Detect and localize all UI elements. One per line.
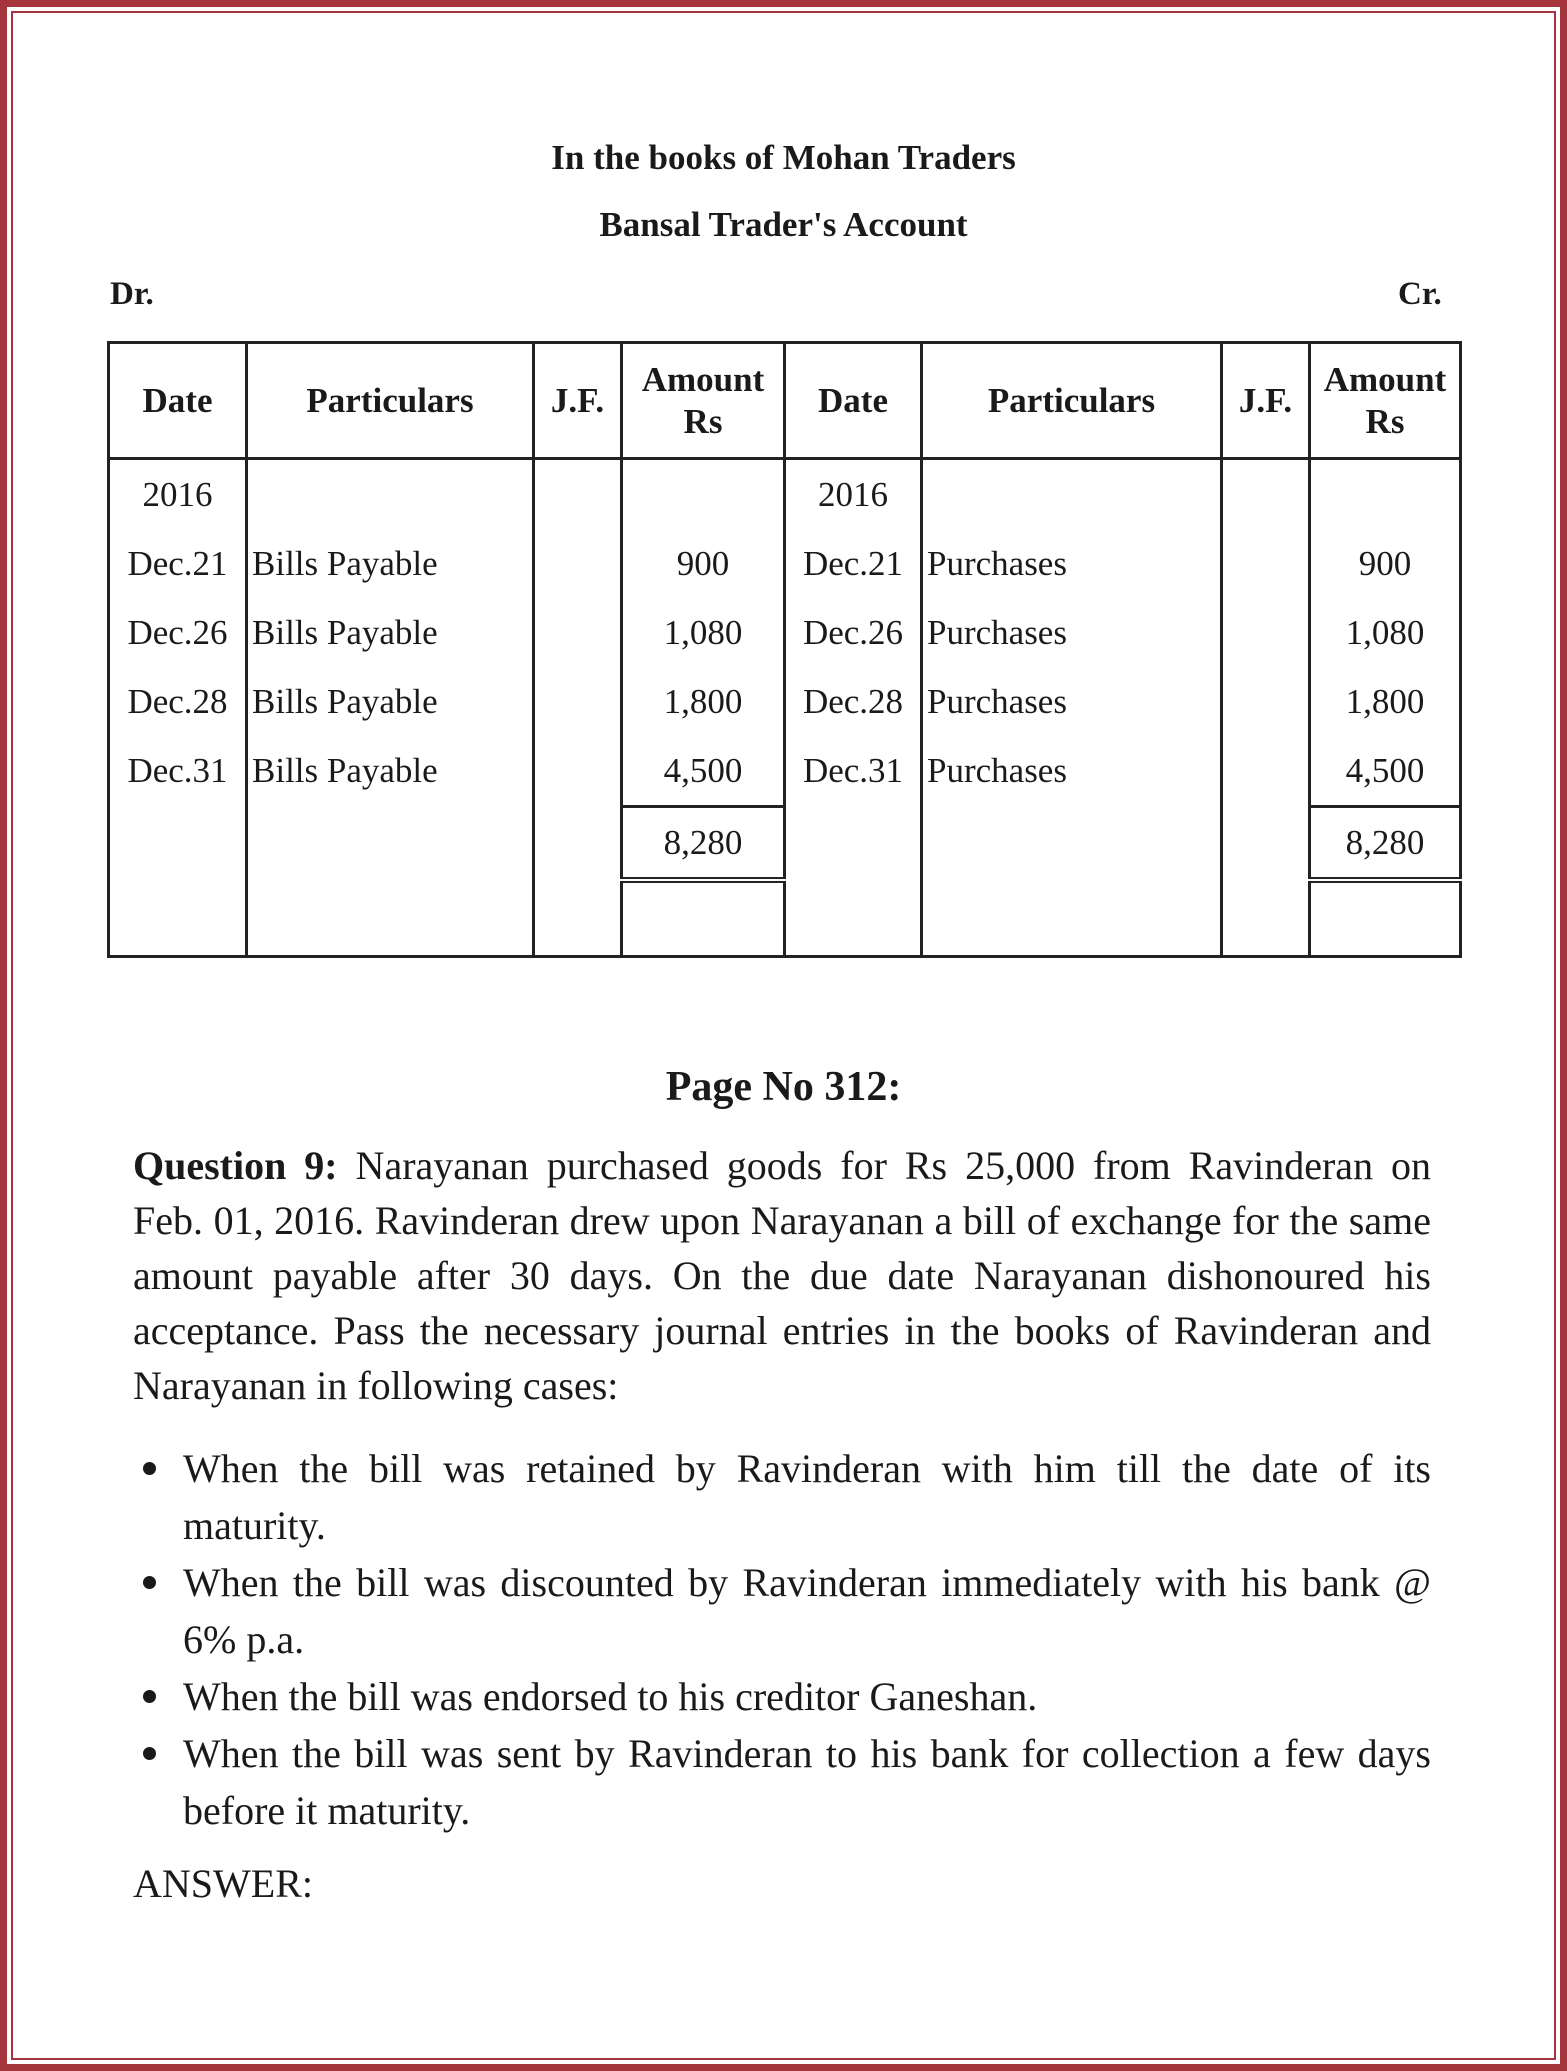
- dr-amount: 1,800: [622, 667, 785, 736]
- dr-amount-header-line1: Amount: [641, 359, 765, 399]
- bullet-icon: [143, 1690, 156, 1703]
- table-row: [109, 529, 1461, 598]
- cr-amount: 4,500: [1310, 736, 1461, 807]
- cr-amount: 1,800: [1310, 667, 1461, 736]
- table-row: [109, 598, 1461, 667]
- dr-jf-header: J.F.: [534, 343, 622, 459]
- total-row: [109, 807, 1461, 881]
- book-title: In the books of Mohan Traders: [551, 138, 1016, 177]
- question-text: [133, 1138, 1431, 1413]
- case-text: When the bill was retained by Ravinderan with him till the date of its maturity.: [183, 1446, 1431, 1548]
- list-item: [133, 1554, 1431, 1668]
- table-row: [109, 736, 1461, 807]
- cr-year: 2016: [785, 459, 922, 530]
- debit-label: Dr.: [110, 276, 154, 312]
- cr-jf-header: J.F.: [1222, 343, 1310, 459]
- ledger-header-row: [109, 343, 1461, 459]
- list-item: [133, 1668, 1431, 1725]
- question-body: Narayanan purchased goods for Rs 25,000 from Ravinderan on Feb. 01, 2016. Ravinderan drew upon Narayanan a bill of exchange for the same amount payable after 30 days. On the due date Narayanan dishonoured his acceptance. Pass the necessary journal entries in the books of Ravinderan and Narayanan in following cases:: [133, 1143, 1432, 1408]
- cr-particulars: Purchases: [922, 667, 1222, 736]
- cr-date: Dec.28: [785, 667, 922, 736]
- cr-total: 8,280: [1310, 807, 1461, 881]
- dr-date: Dec.26: [109, 598, 247, 667]
- dr-particulars: Bills Payable: [247, 598, 534, 667]
- cr-date: Dec.31: [785, 736, 922, 807]
- cr-date: Dec.21: [785, 529, 922, 598]
- bullet-icon: [143, 1462, 156, 1475]
- cr-jf: [1222, 736, 1310, 807]
- dr-jf: [534, 598, 622, 667]
- question-label: Question 9:: [133, 1143, 338, 1188]
- cr-particulars: Purchases: [922, 529, 1222, 598]
- cr-jf: [1222, 529, 1310, 598]
- dr-date: Dec.21: [109, 529, 247, 598]
- cr-amount-header-line1: Amount: [1323, 359, 1447, 399]
- account-title: Bansal Trader's Account: [599, 205, 968, 244]
- cr-jf: [1222, 667, 1310, 736]
- cr-particulars: Purchases: [922, 736, 1222, 807]
- dr-total: 8,280: [622, 807, 785, 881]
- list-item: [133, 1725, 1431, 1839]
- dr-particulars: Bills Payable: [247, 736, 534, 807]
- answer-label: ANSWER:: [133, 1861, 313, 1906]
- case-list: [133, 1440, 1431, 1839]
- page-number-heading: Page No 312:: [665, 1064, 902, 1110]
- dr-jf: [534, 529, 622, 598]
- dr-amount-header-line2: Rs: [683, 401, 723, 441]
- dr-amount-header: [622, 343, 785, 459]
- dr-particulars: Bills Payable: [247, 529, 534, 598]
- table-row: [109, 667, 1461, 736]
- cr-date-header: Date: [785, 343, 922, 459]
- dr-amount: 900: [622, 529, 785, 598]
- dr-amount: 1,080: [622, 598, 785, 667]
- case-text: When the bill was sent by Ravinderan to his bank for collection a few days before it maturity.: [183, 1731, 1431, 1833]
- dr-date: Dec.31: [109, 736, 247, 807]
- cr-jf: [1222, 598, 1310, 667]
- cr-amount: 1,080: [1310, 598, 1461, 667]
- case-text: When the bill was endorsed to his creditor Ganeshan.: [183, 1674, 1038, 1719]
- cr-particulars: Purchases: [922, 598, 1222, 667]
- year-row: [109, 459, 1461, 530]
- blank-row: [109, 880, 1461, 957]
- case-text: When the bill was discounted by Ravinderan immediately with his bank @ 6% p.a.: [183, 1560, 1431, 1662]
- credit-label: Cr.: [1398, 276, 1442, 312]
- dr-year: 2016: [109, 459, 247, 530]
- dr-particulars: Bills Payable: [247, 667, 534, 736]
- cr-amount-header: [1310, 343, 1461, 459]
- dr-date: Dec.28: [109, 667, 247, 736]
- cr-particulars-header: Particulars: [922, 343, 1222, 459]
- dr-jf: [534, 736, 622, 807]
- dr-date-header: Date: [109, 343, 247, 459]
- dr-particulars-header: Particulars: [247, 343, 534, 459]
- list-item: [133, 1440, 1431, 1554]
- bullet-icon: [143, 1747, 156, 1760]
- bullet-icon: [143, 1576, 156, 1589]
- ledger-table: [107, 341, 1462, 958]
- cr-amount: 900: [1310, 529, 1461, 598]
- dr-amount: 4,500: [622, 736, 785, 807]
- dr-jf: [534, 667, 622, 736]
- cr-date: Dec.26: [785, 598, 922, 667]
- cr-amount-header-line2: Rs: [1365, 401, 1405, 441]
